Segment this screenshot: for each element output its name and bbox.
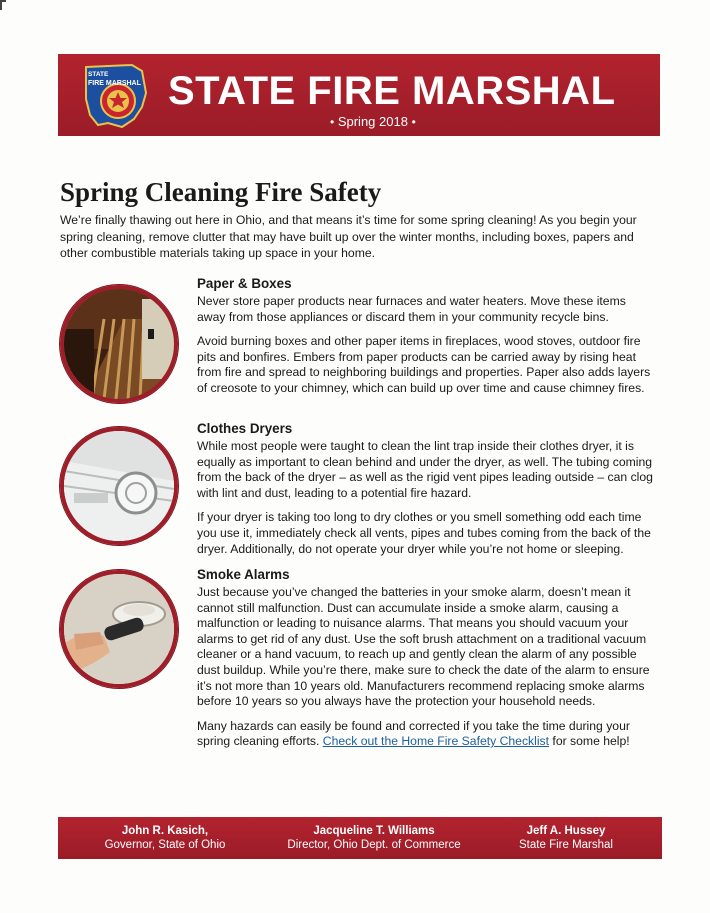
closing-text-end: for some help! (549, 734, 630, 749)
state-fire-marshal-seal-icon (82, 63, 150, 129)
section-clothes-dryers (197, 421, 657, 566)
section-paragraph: Avoid burning boxes and other paper items in fireplaces, wood stoves, outdoor fire pits and bonfires. Embers from paper products can be carried away by rising heat from fire and spread to neighboring buildings and properties. Paper also adds layers of creosote to your chimney, which can build up over time and cause chimney fires. (197, 334, 651, 395)
section-paragraph: If your dryer is taking too long to dry clothes or you smell something odd each time you use it, immediately check all vents, pipes and tubes coming from the back of the dryer. Additionally, do not operate your dryer while you’re not home or sleeping. (197, 510, 651, 556)
official-role: Director, Ohio Dept. of Commerce (287, 839, 461, 851)
official-role: State Fire Marshal (519, 839, 613, 851)
section-paragraph: Just because you’ve changed the batteries in your smoke alarm, doesn’t mean it cannot still malfunction. Dust can accumulate inside a smoke alarm, causing a malfunction or leading to nuisance alarms. That means you should vacuum your alarms to get rid of any dust. Use the soft brush attachment on a traditional vacuum cleaner or a hand vacuum, to reach up and gently clean the alarm of any possible dust buildup. While you’re there, make sure to check the date of the alarm to ensure it’s not more than 10 years old. Manufacturers recommend replacing smoke alarms before 10 years so you always have the protection your household needs. (197, 585, 650, 709)
section-paper-boxes (197, 276, 657, 406)
footer-official-fire-marshal (510, 824, 622, 853)
official-role: Governor, State of Ohio (104, 839, 226, 851)
banner-title: STATE FIRE MARSHAL (168, 69, 616, 113)
section-heading: Clothes Dryers (197, 421, 293, 436)
section-paragraph: While most people were taught to clean the lint trap inside their clothes dryer, it is equally as important to clean behind and under the dryer, as well. The tubing coming from the back of the dryer – as well as the rigid vent pipes leading outside – can clog with lint and dust, leading to a potential fire hazard. (197, 439, 653, 500)
section-heading: Smoke Alarms (197, 567, 290, 582)
scan-corner-mark (0, 0, 6, 10)
closing-text: Many hazards can easily be found and corrected if you take the time during your spring cleaning efforts. (197, 718, 630, 749)
official-name: Jacqueline T. Williams (313, 825, 435, 837)
smoke-alarm-photo-icon (60, 570, 178, 688)
header-banner (58, 54, 660, 136)
article-title: Spring Cleaning Fire Safety (60, 177, 382, 207)
section-smoke-alarms (197, 567, 657, 759)
section-paragraph: Never store paper products near furnaces and water heaters. Move these items away from those appliances or discard them in your community recycle bins. (197, 294, 626, 324)
official-name: John R. Kasich, (121, 825, 209, 837)
seal-text-state: STATE (88, 71, 109, 78)
stairs-photo-icon (60, 285, 178, 403)
footer-official-director (276, 824, 472, 853)
article-intro: We’re finally thawing out here in Ohio, and that means it’s time for some spring cleaning! As you begin your spring cleaning, remove clutter that may have built up over the winter months, including boxes, papers and other combustible materials taking up space in your home. (60, 213, 637, 261)
footer-official-governor (86, 824, 244, 853)
footer-banner (58, 817, 662, 859)
section-heading: Paper & Boxes (197, 276, 292, 291)
seal-text-fire-marshal: FIRE MARSHAL (88, 80, 141, 87)
dryer-photo-icon (60, 427, 178, 545)
official-name: Jeff A. Hussey (526, 825, 606, 837)
closing-paragraph (197, 719, 657, 750)
issue-date: Spring 2018 (337, 114, 408, 129)
banner-subtitle: • Spring 2018 • (330, 114, 416, 129)
home-fire-safety-checklist-link[interactable]: Check out the Home Fire Safety Checklist (322, 734, 550, 749)
